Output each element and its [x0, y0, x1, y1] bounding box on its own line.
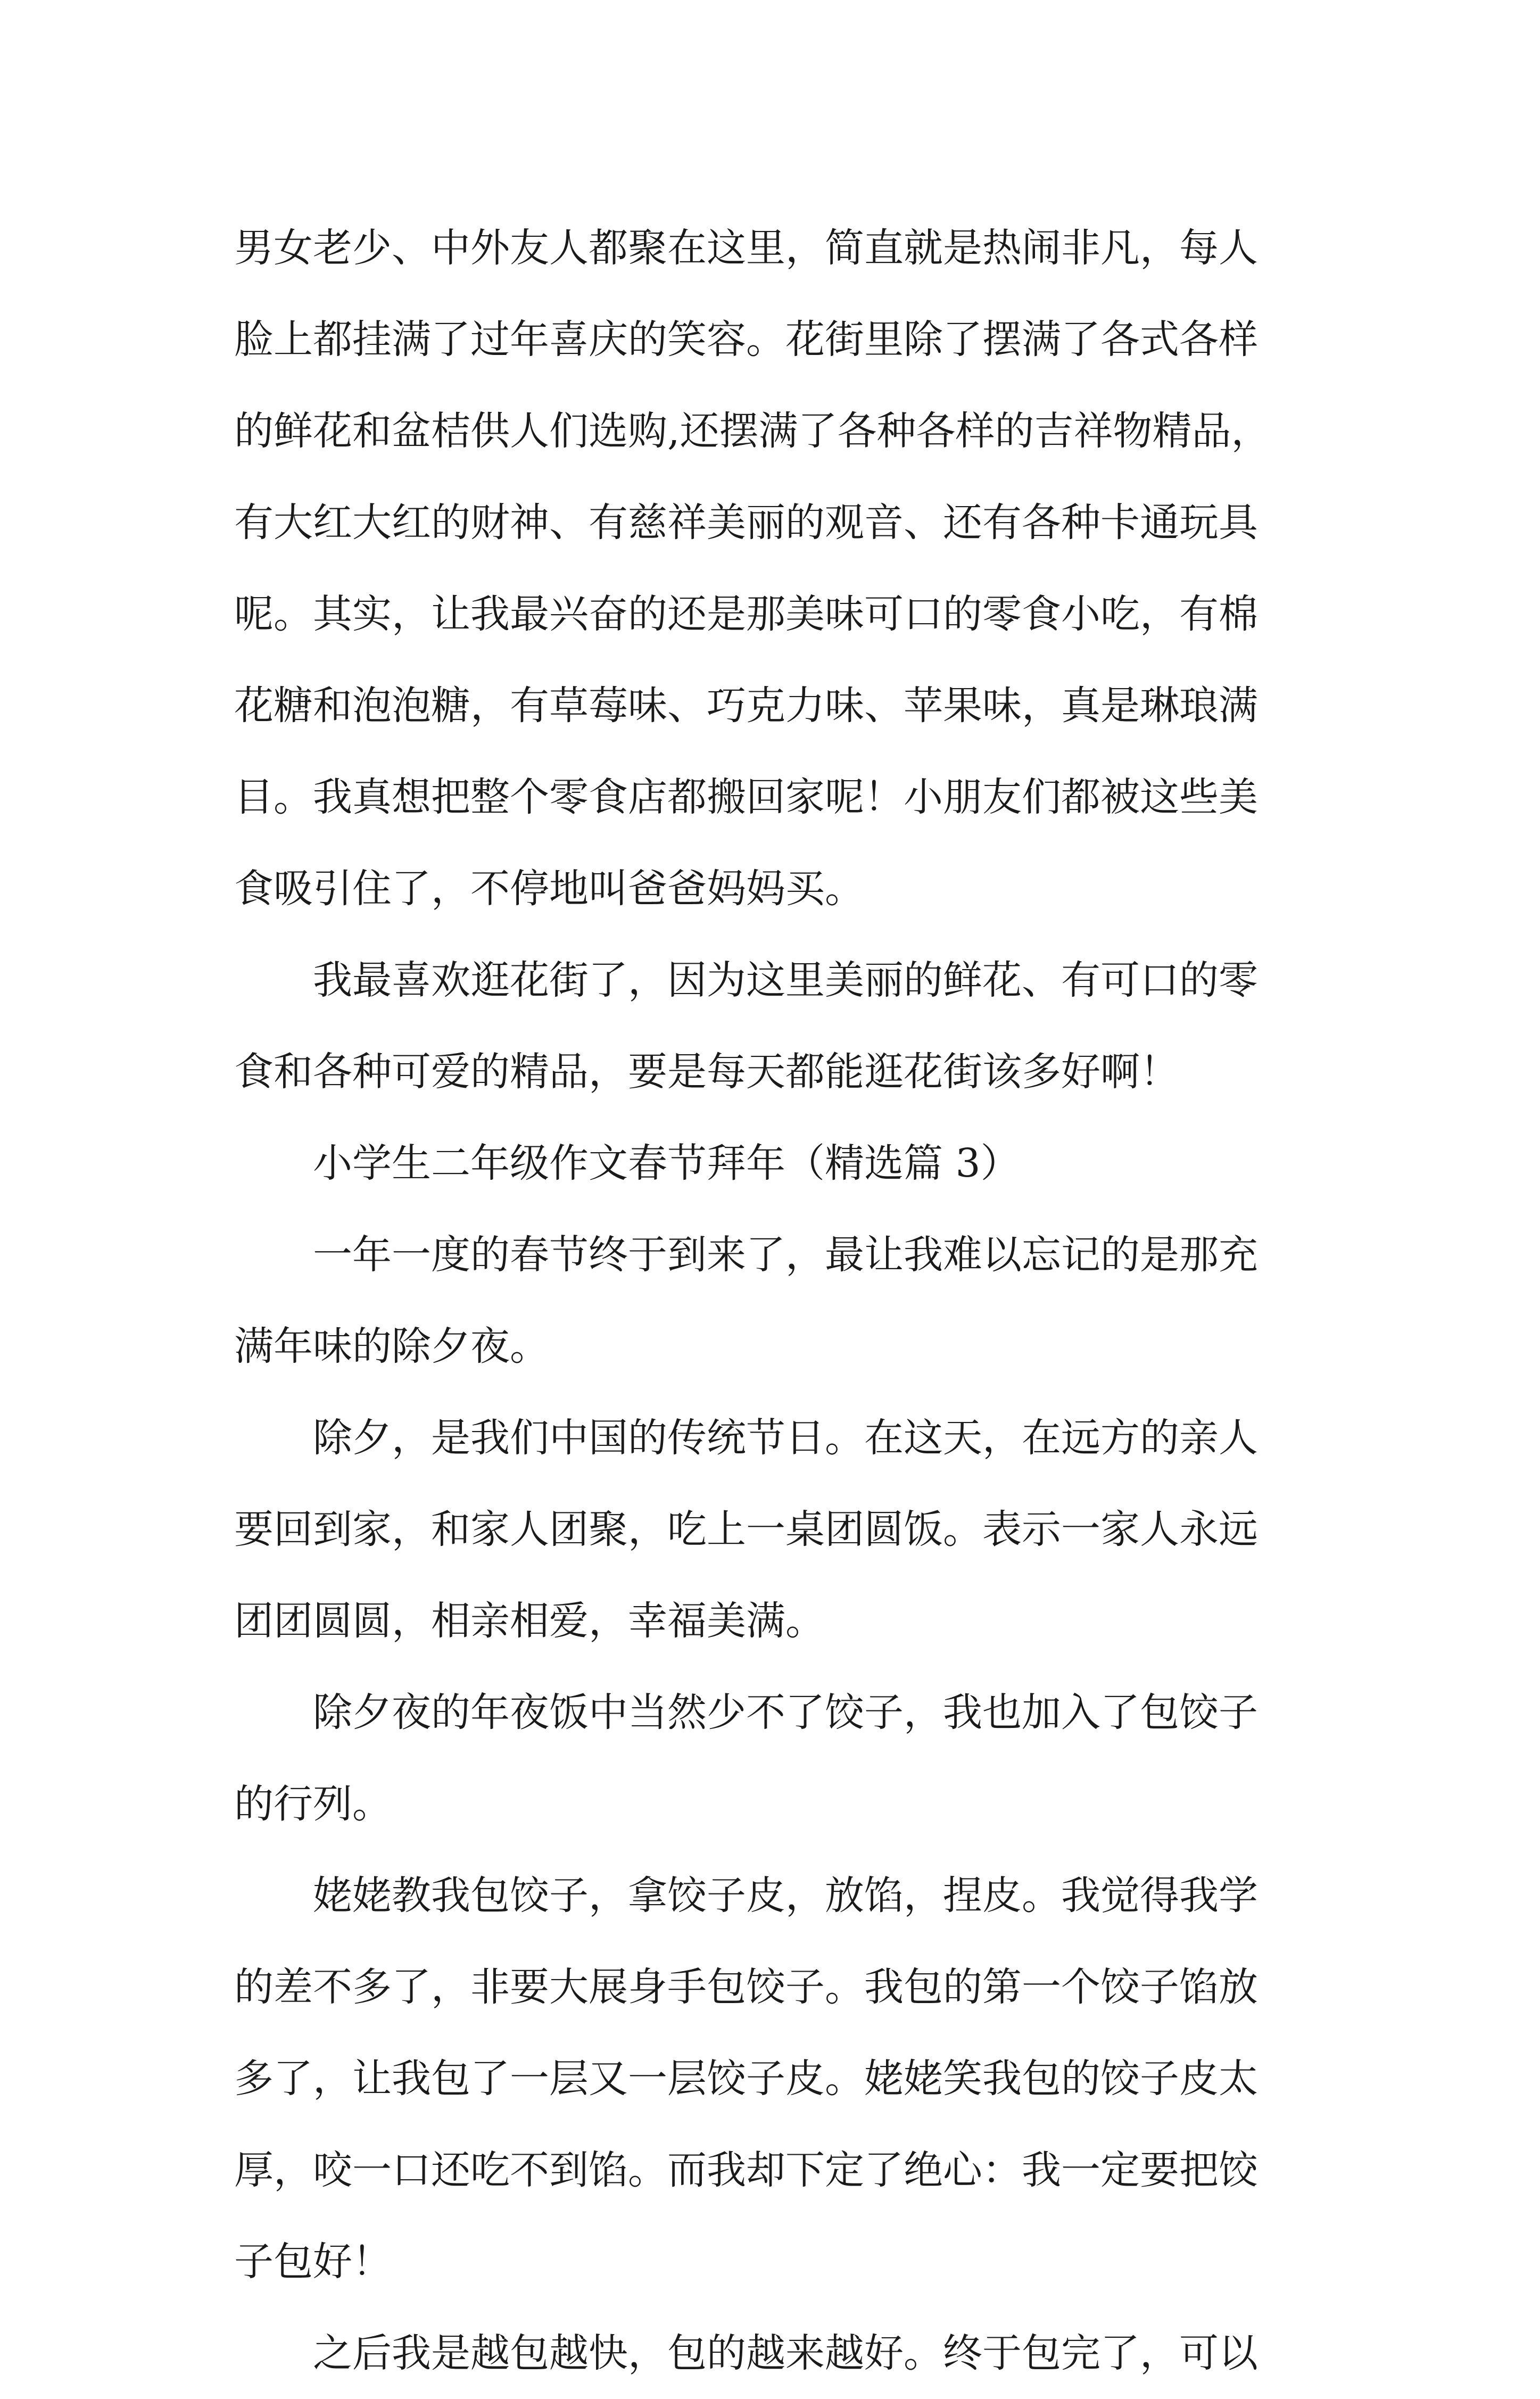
text-line: 男女老少、中外友人都聚在这里，简直就是热闹非凡，每人	[234, 225, 1258, 271]
text-line: 有大红大红的财神、有慈祥美丽的观音、还有各种卡通玩具	[234, 500, 1258, 545]
text-line: 之后我是越包越快，包的越来越好。终于包完了，可以	[313, 2330, 1258, 2376]
text-line: 的差不多了，非要大展身手包饺子。我包的第一个饺子馅放	[234, 1964, 1258, 2010]
text-line: 除夕夜的年夜饭中当然少不了饺子，我也加入了包饺子	[313, 1690, 1258, 1735]
text-line: 呢。其实，让我最兴奋的还是那美味可口的零食小吃，有棉	[234, 591, 1258, 637]
text-line: 团团圆圆，相亲相爱，幸福美满。	[234, 1598, 825, 1644]
text-line: 脸上都挂满了过年喜庆的笑容。花街里除了摆满了各式各样	[234, 317, 1258, 362]
section-heading: 小学生二年级作文春节拜年（精选篇 3）	[313, 1140, 1020, 1186]
text-line: 食和各种可爱的精品，要是每天都能逛花街该多好啊！	[234, 1049, 1179, 1095]
text-line: 多了，让我包了一层又一层饺子皮。姥姥笑我包的饺子皮太	[234, 2056, 1258, 2102]
text-line: 花糖和泡泡糖，有草莓味、巧克力味、苹果味，真是琳琅满	[234, 683, 1258, 729]
text-line: 一年一度的春节终于到来了，最让我难以忘记的是那充	[313, 1232, 1258, 1278]
text-line: 要回到家，和家人团聚，吃上一桌团圆饭。表示一家人永远	[234, 1507, 1258, 1552]
text-line: 除夕，是我们中国的传统节日。在这天，在远方的亲人	[313, 1415, 1258, 1461]
text-line: 的行列。	[234, 1781, 392, 1827]
body-text	[234, 202, 1362, 2399]
text-line: 姥姥教我包饺子，拿饺子皮，放馅，捏皮。我觉得我学	[313, 1873, 1258, 1918]
text-line: 我最喜欢逛花街了，因为这里美丽的鲜花、有可口的零	[313, 957, 1258, 1003]
text-line: 满年味的除夕夜。	[234, 1323, 549, 1369]
text-line: 子包好！	[234, 2239, 392, 2285]
text-line: 厚，咬一口还吃不到馅。而我却下定了绝心：我一定要把饺	[234, 2147, 1258, 2193]
text-line: 目。我真想把整个零食店都搬回家呢！小朋友们都被这些美	[234, 774, 1258, 820]
text-line: 的鲜花和盆桔供人们选购,还摆满了各种各样的吉祥物精品，	[234, 408, 1271, 454]
text-line: 食吸引住了，不停地叫爸爸妈妈买。	[234, 866, 864, 912]
